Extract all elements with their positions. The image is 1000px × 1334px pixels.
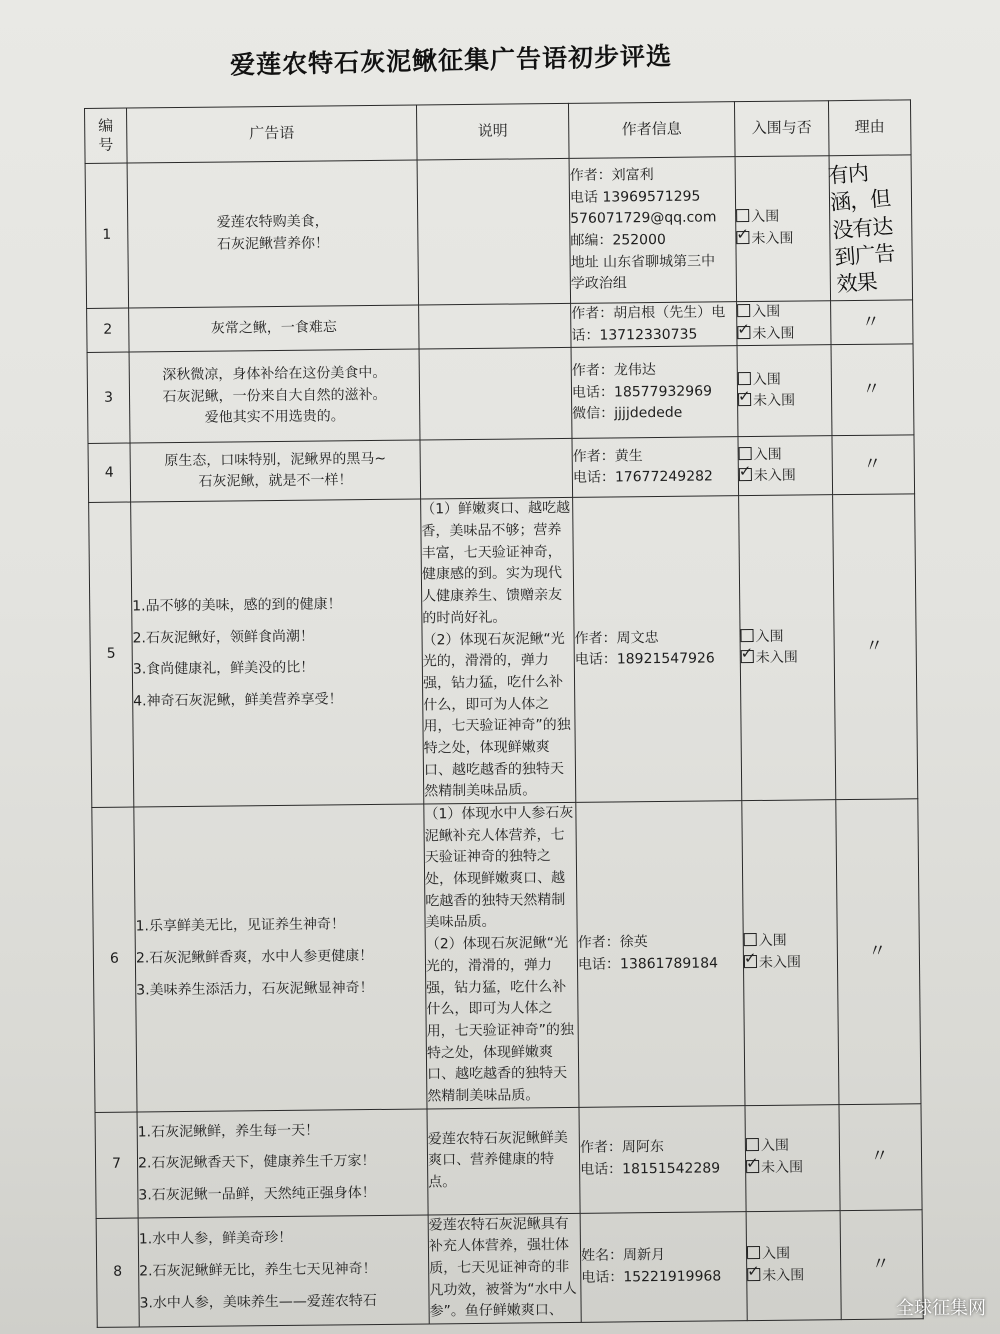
not-shortlisted-option [743,948,837,975]
slogan-line: 爱莲农特购美食， [216,213,329,231]
slogan-line: 石灰泥鳅营养你！ [216,235,330,253]
slogan-line: 爱他其实不用选贵的。 [204,408,345,426]
slogan-cell [129,305,419,352]
reason-line: 〃 [863,454,884,476]
author-cell [573,496,742,802]
checkmark-icon: ✓ [738,462,752,481]
reason-cell [833,494,918,799]
ditto-mark [833,451,914,480]
ditto-mark [838,937,919,966]
status-cell [745,1104,840,1211]
reason-line: 〃 [865,635,886,658]
shortlisted-label: 入围 [760,1138,789,1155]
slogan-line: 原生态，口味特别，泥鳅界的黑马~ [164,450,387,469]
slogan-line: 3.石灰泥鳅一品鲜，天然纯正强身体！ [138,1185,376,1204]
reason-line: 有内 [827,160,869,188]
author-line: 电话：18151542289 [580,1160,721,1179]
shortlisted-label: 入围 [752,303,781,321]
row-number: 6 [92,807,137,1112]
author-cell [579,1105,746,1213]
reason-line: 没有达 [831,213,894,243]
slogan-line: 2.石灰泥鳅好，领鲜食尚潮！ [132,628,314,647]
not-shortlisted-checkbox[interactable] [743,948,757,968]
slogan-cell [129,349,420,443]
reason-cell [831,300,913,345]
checkmark-icon: ✓ [736,225,750,244]
shortlisted-label: 入围 [755,628,784,645]
slogan-line: 石灰泥鳅，就是不一样！ [198,472,353,491]
not-shortlisted-checkbox[interactable] [736,225,750,244]
reason-cell [839,1103,922,1210]
reason-cell [836,799,921,1104]
author-line: 电话：15221919968 [581,1268,722,1286]
shortlisted-option [744,930,837,953]
shortlisted-checkbox[interactable] [737,304,750,317]
not-shortlisted-label: 未入围 [753,392,796,410]
author-cell [580,1211,747,1322]
slogan-line: 1.乐享鲜美无比，见证养生神奇！ [135,916,346,935]
slogan-line: 3.美味养生添活力，石灰泥鳅显神奇！ [136,979,374,999]
slogan-line: 石灰泥鳅，一份来自大自然的滋补。 [162,386,387,405]
author-cell [576,801,745,1107]
shortlisted-checkbox[interactable] [736,209,749,222]
author-line: 姓名：周新月 [580,1247,666,1265]
status-cell [746,1210,841,1320]
not-shortlisted-option [740,644,834,670]
description-paragraph: 爱莲农特石灰泥鳅具有补充人体营养，强壮体质，七天见证神奇的非凡功效，被誉为“水中人参”。鱼仔鲜嫩爽口、 [428,1215,577,1320]
checkmark-icon: ✓ [737,387,751,406]
slogan-line: 2.石灰泥鳅鲜香爽，水中人参更健康！ [135,947,374,967]
table-row [92,799,921,1112]
slogan-line: 4.神奇石灰泥鳅，鲜美营养享受！ [133,691,343,710]
shortlisted-label: 入围 [751,209,780,226]
header-status: 入围与否 [734,101,829,157]
slogan-cell [131,499,424,807]
status-cell [735,156,831,302]
shortlisted-checkbox[interactable] [739,447,752,460]
author-line: 作者：徐英 [577,934,648,951]
table-row [87,344,914,444]
table-row [96,1209,923,1327]
shortlisted-option [736,207,829,230]
row-number: 3 [87,352,130,443]
description-cell [420,439,573,500]
reason-line: 到广告效果 [833,240,896,297]
author-line: 作者：周文忠 [574,629,659,647]
reason-cell [832,435,915,495]
shortlisted-checkbox[interactable] [746,1138,759,1151]
reason-line: 〃 [861,311,882,333]
checkmark-icon: ✓ [743,948,757,967]
header-desc: 说明 [416,103,569,160]
table-row [89,494,918,807]
shortlisted-checkbox[interactable] [744,933,757,946]
status-cell [739,495,836,801]
description-cell [428,1213,581,1324]
author-line: 作者：龙伟达 [571,361,656,379]
slogan-line: 1.石灰泥鳅鲜，养生每一天！ [137,1122,320,1141]
not-shortlisted-checkbox[interactable] [737,319,751,339]
slogan-line: 2.石灰泥鳅香天下，健康养生千万家！ [137,1153,376,1172]
status-cell [738,436,833,496]
not-shortlisted-label: 未入围 [752,325,795,342]
row-number: 8 [96,1218,139,1328]
author-line: 地址 山东省聊城第三中 [570,253,716,271]
handwritten-reason [825,156,917,299]
header-reason: 理由 [828,100,911,156]
not-shortlisted-label: 未入围 [761,1159,804,1177]
not-shortlisted-label: 未入围 [762,1267,805,1284]
checkmark-icon: ✓ [745,1154,759,1173]
not-shortlisted-checkbox[interactable] [747,1261,760,1281]
author-line: 作者：周阿东 [579,1139,665,1157]
document-title: 爱莲农特石灰泥鳅征集广告语初步评选 [229,41,673,80]
ditto-mark [835,633,916,662]
description-cell [427,1107,580,1215]
slogan-cell [137,1109,428,1218]
author-line: 电话：18577932969 [571,382,713,401]
author-line: 作者：黄生 [572,447,643,465]
slogan-line: 2.石灰泥鳅鲜无比，养生七天见神奇！ [139,1261,377,1280]
slogan-cell [130,440,421,502]
shortlisted-option [746,1136,839,1159]
author-line: 邮编：252000 [570,231,666,249]
row-number: 1 [85,163,129,308]
author-line: 电话：18921547926 [574,650,715,669]
ditto-mark [841,1250,922,1279]
author-line: 电话 13969571295 [569,188,701,206]
shortlisted-checkbox[interactable] [738,372,751,385]
table-row [85,155,912,309]
reason-cell [829,155,913,301]
description-cell [424,802,579,1108]
not-shortlisted-checkbox[interactable] [740,644,754,663]
shortlisted-checkbox[interactable] [747,1246,760,1259]
shortlisted-option [747,1243,840,1266]
description-cell [417,158,571,305]
table-header-row [85,100,912,164]
shortlisted-label: 入围 [758,932,787,950]
slogan-line: 深秋微凉，身体补给在这份美食中。 [162,364,387,384]
description-paragraph: （1）体现水中人参石灰泥鳅补充人体营养，七天验证神奇的独特之处，体现鲜嫩爽口、越吃越香的独特天然精制美味品质。 [424,804,574,931]
author-line: 电话：13861789184 [577,955,719,973]
checkmark-icon: ✓ [747,1261,760,1281]
shortlisted-option [738,369,831,392]
author-line: 作者：胡启根（先生）电 [571,304,726,322]
author-cell [571,346,738,439]
description-paragraph: 爱莲农特石灰泥鳅鲜美爽口、营养健康的特点。 [427,1129,568,1191]
shortlisted-label: 入围 [753,446,782,463]
description-paragraph: （2）体现石灰泥鳅“光光的，滑滑的，弹力强，钻力猛，吃什么补什么，即可为人体之用，七天验证神奇”的独特之处，体现鲜嫩爽口、越吃越香的独特天然精制美味品质。 [425,935,575,1105]
description-paragraph: （1）鲜嫩爽口、越吃越香，美味品不够；营养丰富，七天验证神奇，健康感的到。实为现代人健康养生、馈赠亲友的时尚好礼。 [421,500,571,627]
not-shortlisted-label: 未入围 [753,467,796,485]
shortlisted-option [737,301,830,324]
ditto-mark [832,376,913,405]
author-cell [569,157,737,304]
reason-line: 〃 [868,940,889,962]
author-line: 电话：17677249282 [572,468,713,487]
not-shortlisted-option [736,225,829,251]
not-shortlisted-option [745,1154,839,1180]
not-shortlisted-checkbox[interactable] [738,462,752,481]
not-shortlisted-label: 未入围 [758,954,802,971]
reason-line: 〃 [871,1253,892,1275]
not-shortlisted-option [737,387,831,414]
status-cell [737,301,831,346]
table-row [88,435,915,503]
not-shortlisted-option [747,1261,840,1288]
row-number: 2 [87,308,129,353]
description-cell [421,498,576,804]
shortlisted-option [740,626,833,649]
header-slogan: 广告语 [127,105,418,163]
shortlisted-option [739,444,832,467]
checkmark-icon: ✓ [740,644,754,663]
row-number: 5 [89,502,134,807]
slogan-line: 3.水中人参，美味养生——爱莲农特石 [139,1292,377,1312]
header-author: 作者信息 [568,102,735,159]
shortlisted-checkbox[interactable] [740,629,753,642]
description-cell [419,348,572,441]
slogan-line: 3.食尚健康礼，鲜美没的比！ [132,659,315,678]
slogan-cell [138,1215,429,1327]
slogan-line: 1.品不够的美味，感的到的健康！ [132,596,342,615]
not-shortlisted-option [737,319,830,346]
reason-line: 〃 [870,1145,891,1168]
not-shortlisted-checkbox[interactable] [737,387,751,406]
watermark: 全球征集网 [896,1298,986,1319]
slogan-cell [127,160,419,308]
author-cell [572,437,739,498]
shortlisted-label: 入围 [761,1245,791,1263]
author-cell [571,302,737,348]
slogan-line: 1.水中人参，鲜美奇珍！ [138,1230,293,1248]
header-num: 编号 [85,108,128,163]
ditto-mark [831,308,912,337]
not-shortlisted-label: 未入围 [755,649,798,667]
row-number: 4 [88,443,131,502]
reason-line: 〃 [862,379,883,401]
checkmark-icon: ✓ [737,319,751,338]
author-line: 微信：jjjjdedede [572,404,683,423]
slogan-line: 灰常之鳅，一食难忘 [210,319,337,337]
author-line: 576071729@qq.com [570,209,717,228]
author-line: 学政治组 [570,275,627,293]
table-row [95,1103,922,1218]
not-shortlisted-option [738,462,832,489]
shortlisted-label: 入围 [752,371,781,388]
description-paragraph: （2）体现石灰泥鳅“光光的，滑滑的，弹力强，钻力猛，吃什么补什么，即可为人体之用，七天验证神奇”的独特之处，体现鲜嫩爽口、越吃越香的独特天然精制美味品质。 [422,630,571,800]
row-number: 7 [95,1112,138,1218]
status-cell [742,800,839,1106]
author-line: 作者：刘富利 [569,166,654,184]
slogan-table [84,99,924,1328]
not-shortlisted-checkbox[interactable] [745,1154,759,1173]
ditto-mark [840,1142,921,1171]
description-cell [419,303,571,349]
reason-cell [831,344,914,436]
not-shortlisted-label: 未入围 [751,230,794,248]
status-cell [737,345,832,437]
reason-line: 涵，但 [829,186,891,215]
author-line: 话：13712330735 [571,326,698,344]
slogan-cell [134,804,427,1112]
